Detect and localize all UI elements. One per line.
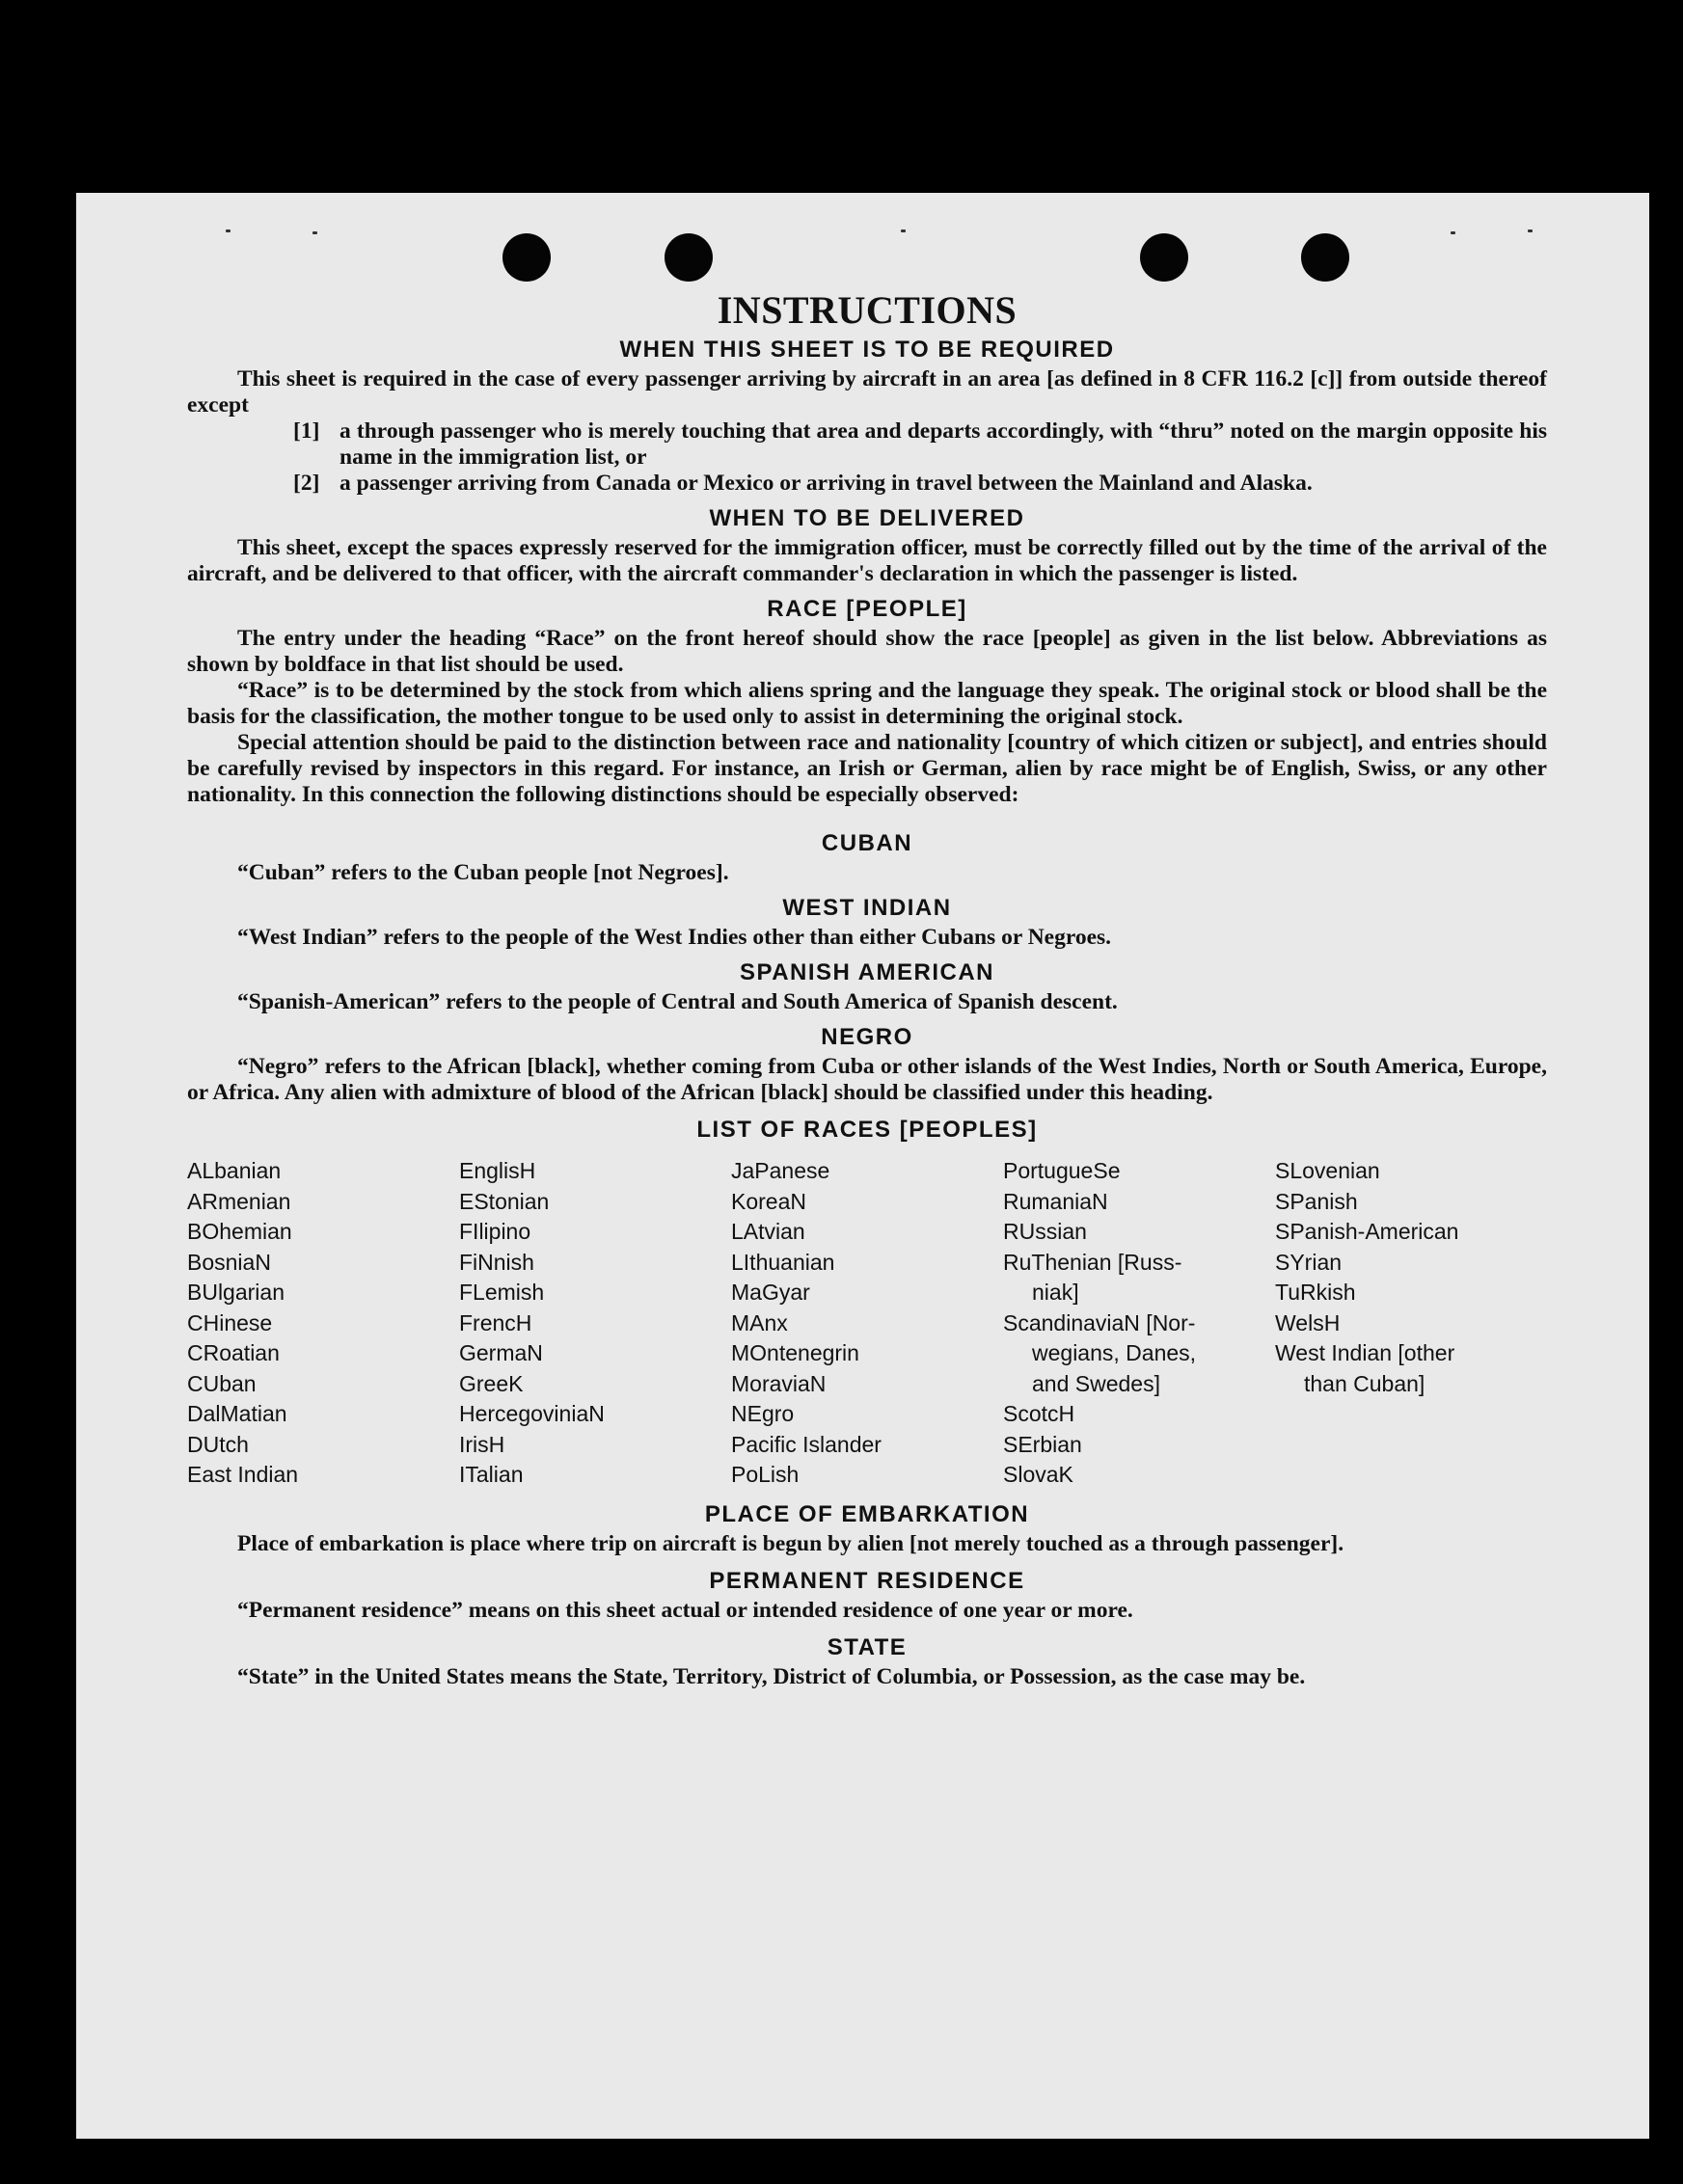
section-heading: PLACE OF EMBARKATION bbox=[704, 1500, 1030, 1527]
race-entry: RUssian bbox=[1003, 1219, 1087, 1244]
race-entry: NEgro bbox=[731, 1401, 795, 1426]
race-entry: JaPanese bbox=[731, 1158, 830, 1183]
race-column bbox=[459, 1156, 731, 1491]
list-item bbox=[293, 471, 1547, 497]
race-entry: CHinese bbox=[187, 1309, 273, 1335]
race-entry: SlovaK bbox=[1003, 1462, 1073, 1487]
scan-speck bbox=[312, 231, 317, 234]
punch-hole bbox=[665, 233, 713, 282]
race-entry: MaGyar bbox=[731, 1280, 810, 1305]
race-entry: FiNnish bbox=[459, 1249, 534, 1275]
race-entry: CUban bbox=[187, 1370, 257, 1396]
scan-speck bbox=[1451, 231, 1455, 234]
race-entry: CRoatian bbox=[187, 1340, 280, 1365]
item-number: [1] bbox=[293, 418, 320, 444]
race-entry: IrisH bbox=[459, 1431, 505, 1457]
section-text: “West Indian” refers to the people of the West Indies other than either Cubans or Negroes. bbox=[237, 925, 1112, 950]
section-text: “Negro” refers to the African [black], whether coming from Cuba or other islands of the West Indies, North or South America, Europe, or Africa. Any alien with admixture of blood of the African [black] should be classified under this heading. bbox=[187, 1054, 1547, 1105]
race-entry-continuation: and Swedes] bbox=[1032, 1370, 1160, 1396]
section-text: “Permanent residence” means on this sheet actual or intended residence of one year or more. bbox=[237, 1597, 1133, 1623]
section-text: “Race” is to be determined by the stock from which aliens spring and the language they speak. The original stock or blood shall be the basis for the classification, the mother tongue to be used only to assist in determining the original stock. bbox=[187, 678, 1547, 729]
section-heading: PERMANENT RESIDENCE bbox=[709, 1567, 1025, 1594]
race-entry: GreeK bbox=[459, 1370, 524, 1396]
race-entry-continuation: than Cuban] bbox=[1304, 1370, 1425, 1396]
race-entry: MoraviaN bbox=[731, 1370, 827, 1396]
race-entry: SLovenian bbox=[1275, 1158, 1380, 1183]
section-text: This sheet, except the spaces expressly reserved for the immigration officer, must be correctly filled out by the time of the arrival of the aircraft, and be delivered to that officer, with the aircraft commander's declaration in which the passenger is listed. bbox=[187, 535, 1547, 586]
race-entry: GermaN bbox=[459, 1340, 543, 1365]
section-heading: RACE [PEOPLE] bbox=[767, 596, 967, 622]
race-entry: ALbanian bbox=[187, 1158, 282, 1183]
section-heading: WHEN TO BE DELIVERED bbox=[709, 505, 1025, 531]
race-entry: MOntenegrin bbox=[731, 1340, 859, 1365]
section-text: This sheet is required in the case of every passenger arriving by aircraft in an area [as defined in 8 CFR 116.2 [c]] from outside thereof except bbox=[187, 366, 1547, 418]
scan-speck bbox=[901, 229, 906, 232]
section-heading: WEST INDIAN bbox=[782, 895, 952, 921]
punch-hole bbox=[1140, 233, 1188, 282]
race-entry: MAnx bbox=[731, 1309, 788, 1335]
race-entry: HercegoviniaN bbox=[459, 1401, 605, 1426]
punch-hole bbox=[1301, 233, 1349, 282]
race-entry: SPanish bbox=[1275, 1188, 1358, 1214]
instructions-content bbox=[187, 287, 1547, 1690]
section-heading: NEGRO bbox=[821, 1024, 913, 1050]
section-text: Special attention should be paid to the distinction between race and nationality [country of which citizen or subject], and entries should be carefully revised by inspectors in this regard. For instance, an Irish or German, alien by race might be of English, Swiss, or any other nationality. In this connection the following distinctions should be especially observed: bbox=[187, 730, 1547, 807]
race-entry: RumaniaN bbox=[1003, 1188, 1108, 1214]
section-heading: SPANISH AMERICAN bbox=[739, 959, 994, 985]
document-sheet bbox=[76, 193, 1649, 2139]
race-entry: BOhemian bbox=[187, 1219, 292, 1244]
race-entry: TuRkish bbox=[1275, 1280, 1356, 1305]
section-heading: STATE bbox=[827, 1633, 908, 1660]
race-entry: FLemish bbox=[459, 1280, 545, 1305]
race-entry: SErbian bbox=[1003, 1431, 1082, 1457]
race-entry: BosniaN bbox=[187, 1249, 271, 1275]
race-entry: PoLish bbox=[731, 1462, 800, 1487]
race-entry: West Indian [other bbox=[1275, 1340, 1455, 1365]
race-column bbox=[1003, 1156, 1275, 1491]
race-entry: BUlgarian bbox=[187, 1280, 285, 1305]
race-entry: ARmenian bbox=[187, 1188, 291, 1214]
race-entry: East Indian bbox=[187, 1462, 299, 1487]
race-entry: LAtvian bbox=[731, 1219, 805, 1244]
race-entry-continuation: wegians, Danes, bbox=[1032, 1340, 1197, 1365]
scan-speck bbox=[1528, 229, 1533, 232]
race-entry: FrencH bbox=[459, 1309, 532, 1335]
race-list bbox=[187, 1156, 1547, 1491]
race-entry: WelsH bbox=[1275, 1309, 1341, 1335]
race-entry: RuThenian [Russ- bbox=[1003, 1249, 1182, 1275]
race-entry: Pacific Islander bbox=[731, 1431, 882, 1457]
race-entry: EStonian bbox=[459, 1188, 550, 1214]
race-column bbox=[1275, 1156, 1547, 1491]
section-text: “Spanish-American” refers to the people of Central and South America of Spanish descent. bbox=[237, 989, 1118, 1014]
race-entry: LIthuanian bbox=[731, 1249, 835, 1275]
race-entry: SPanish-American bbox=[1275, 1219, 1459, 1244]
section-heading: LIST OF RACES [PEOPLES] bbox=[696, 1117, 1038, 1143]
page-title: INSTRUCTIONS bbox=[717, 288, 1018, 332]
race-entry: ITalian bbox=[459, 1462, 524, 1487]
race-entry: DalMatian bbox=[187, 1401, 287, 1426]
race-column bbox=[731, 1156, 1003, 1491]
item-text: a through passenger who is merely touching that area and departs accordingly, with “thru” noted on the margin opposite his name in the immigration list, or bbox=[339, 418, 1547, 470]
race-entry: KoreaN bbox=[731, 1188, 806, 1214]
race-entry: ScotcH bbox=[1003, 1401, 1075, 1426]
race-entry: FIlipino bbox=[459, 1219, 531, 1244]
race-entry-continuation: niak] bbox=[1032, 1280, 1079, 1305]
race-entry: ScandinaviaN [Nor- bbox=[1003, 1309, 1196, 1335]
section-heading: CUBAN bbox=[821, 830, 913, 856]
section-heading: WHEN THIS SHEET IS TO BE REQUIRED bbox=[619, 337, 1115, 363]
race-entry: EnglisH bbox=[459, 1158, 536, 1183]
race-entry: PortugueSe bbox=[1003, 1158, 1121, 1183]
punch-hole bbox=[502, 233, 551, 282]
item-text: a passenger arriving from Canada or Mexico or arriving in travel between the Mainland and Alaska. bbox=[339, 471, 1313, 496]
section-text: The entry under the heading “Race” on the front hereof should show the race [people] as given in the list below. Abbreviations as shown by boldface in that list should be used. bbox=[187, 626, 1547, 677]
list-item bbox=[293, 418, 1547, 471]
race-column bbox=[187, 1156, 459, 1491]
section-text: “Cuban” refers to the Cuban people [not Negroes]. bbox=[237, 860, 729, 885]
race-entry: SYrian bbox=[1275, 1249, 1343, 1275]
section-text: “State” in the United States means the State, Territory, District of Columbia, or Possession, as the case may be. bbox=[237, 1663, 1306, 1689]
scan-speck bbox=[226, 229, 231, 232]
race-entry: DUtch bbox=[187, 1431, 249, 1457]
item-number: [2] bbox=[293, 471, 320, 496]
section-text: Place of embarkation is place where trip on aircraft is begun by alien [not merely touched as a through passenger]. bbox=[237, 1530, 1344, 1556]
